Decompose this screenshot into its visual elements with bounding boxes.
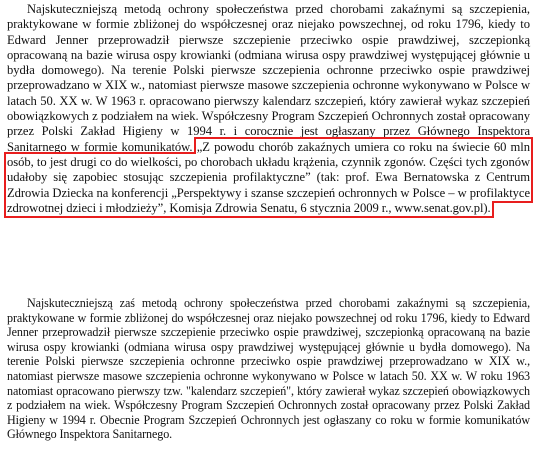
bottom-excerpt (7, 296, 530, 442)
top-excerpt (7, 2, 530, 216)
top-intro-text: Najskuteczniejszą metodą ochrony społeczeństwa przed chorobami zakaźnymi są szczepienia, praktykowane w formie zbliżonej do współczesnej oraz niejako powszechnej, od roku 1796, kiedy to Edward Jenner przeprowadził pierwsze szczepienie przeciwko ospie prawdziwej, szczepionką opracowaną na bazie wirusa ospy krowianki (odmiana wirusa ospy prawdziwej występującej głównie u bydła domowego). Na terenie Polski pierwsze szczepienia ochronne przeciwko ospie prawdziwej przeprowadzano w XIX w., natomiast pierwsze masowe szczepienia ochronne wykonywano w Polsce w latach 50. XX w. W 1963 r. opracowano pierwszy kalendarz szczepień, który zawierał wykaz szczepień obowiązkowych z podziałem na wiek. Współczesny Program Szczepień Ochronnych został opracowany przez Polski Zakład Higieny w 1994 r. i corocznie jest ogłaszany przez Głównego Inspektora Sanitarnego w formie komunikatów. (7, 2, 530, 154)
top-paragraph (7, 2, 530, 216)
excerpt-divider (0, 281, 540, 282)
bottom-paragraph: Najskuteczniejszą zaś metodą ochrony społeczeństwa przed chorobami zakaźnymi są szczepienia, praktykowane w formie zbliżonej do współczesnej oraz niejako powszechnej od roku 1796, kiedy to Edward Jenner przeprowadził pierwsze szczepienie przeciwko ospie prawdziwej, szczepionką opracowaną na bazie wirusa ospy krowianki (odmiana wirusa ospy prawdziwej występującej głównie u bydła domowego). Na terenie Polski pierwsze szczepienia ochronne przeciwko ospie prawdziwej przeprowadzano w XIX w., natomiast pierwsze masowe szczepienia ochronne wykonywano w Polsce w latach 50. XX w. W roku 1963 natomiast opracowano pierwszy tzw. "kalendarz szczepień", który zawierał wykaz szczepień obowiązkowych z podziałem na wiek. Współczesny Program Szczepień Ochronnych został opracowany przez Polski Zakład Higieny w 1994 r. Obecnie Program Szczepień Ochronnych jest ogłaszany co roku w formie komunikatów Głównego Inspektora Sanitarnego. (7, 296, 530, 442)
highlighted-quote: „Z powodu chorób zakaźnych umiera co roku na świecie 60 mln osób, to jest drugi co do wielkości, po chorobach układu krążenia, czynnik zgonów. Części tych zgonów udałoby się zapobiec stosując szczepienia profilaktyczne” (tak: prof. Ewa Bernatowska z Centrum Zdrowia Dziecka na konferencji „Perspektywy i szanse szczepień ochronnych w Polsce – w profilaktyce zdrowotnej dzieci i młodzieży”, Komisja Zdrowia Senatu, 6 stycznia 2009 r., www.senat.gov.pl). (7, 139, 530, 215)
